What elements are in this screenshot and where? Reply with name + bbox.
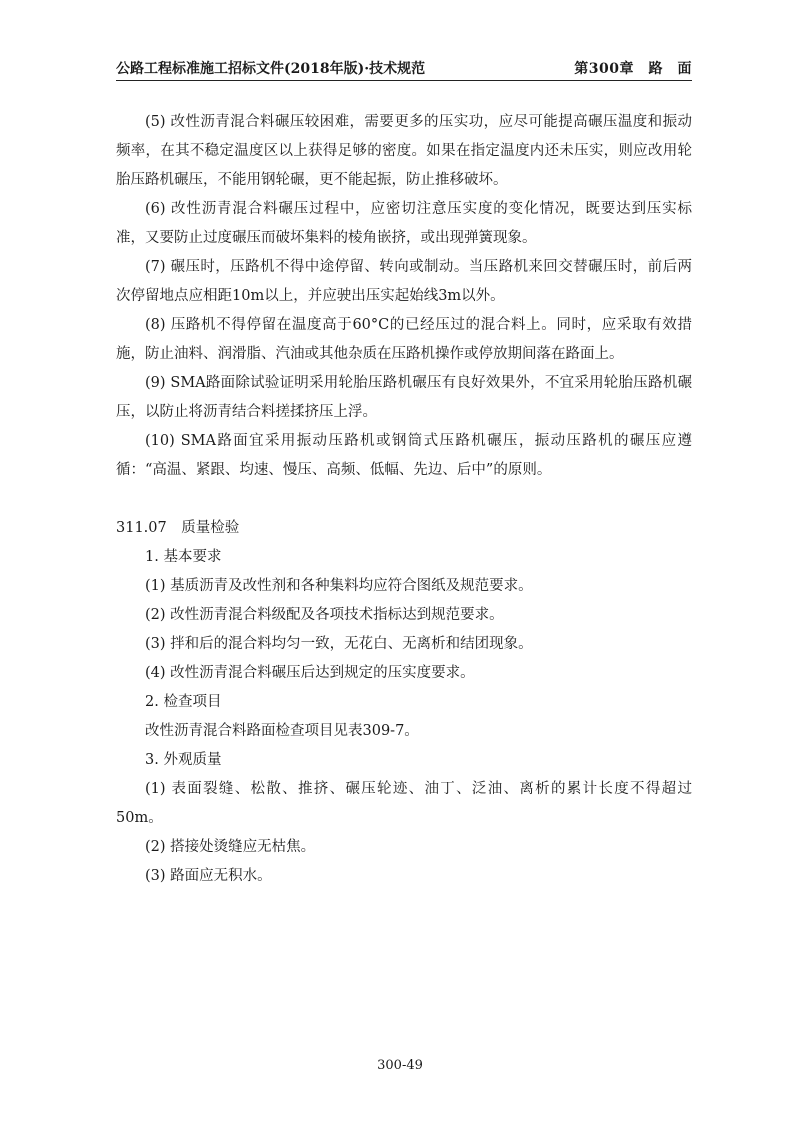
header-document-title: 公路工程标准施工招标文件(2018年版)·技术规范 [116, 61, 426, 77]
inspection-reference: 改性沥青混合料路面检查项目见表309-7。 [145, 723, 419, 739]
requirement-item-2: (2) 改性沥青混合料级配及各项技术指标达到规范要求。 [145, 607, 504, 623]
paragraph-item-7: (7) 碾压时，压路机不得中途停留、转向或制动。当压路机来回交替碾压时，前后两次停留地点应相距10m以上，并应驶出压实起始线3m以外。 [116, 259, 692, 304]
subheading-appearance-quality: 3. 外观质量 [145, 752, 222, 768]
requirement-item-1: (1) 基质沥青及改性剂和各种集料均应符合图纸及规范要求。 [145, 578, 533, 594]
page-body [116, 108, 692, 891]
paragraph-item-9: (9) SMA路面除试验证明采用轮胎压路机碾压有良好效果外，不宜采用轮胎压路机碾压，以防止将沥青结合料搓揉挤压上浮。 [116, 375, 692, 420]
subheading-basic-requirements: 1. 基本要求 [145, 549, 222, 565]
header-chapter-title: 第300章 路 面 [574, 61, 692, 77]
paragraph-item-8: (8) 压路机不得停留在温度高于60°C的已经压过的混合料上。同时，应采取有效措施，防止油料、润滑脂、汽油或其他杂质在压路机操作或停放期间落在路面上。 [116, 317, 692, 362]
running-header [116, 56, 692, 80]
appearance-item-2: (2) 搭接处烫缝应无枯焦。 [145, 839, 316, 855]
section-heading: 311.07 质量检验 [116, 520, 240, 536]
appearance-item-3: (3) 路面应无积水。 [145, 868, 272, 884]
requirement-item-4: (4) 改性沥青混合料碾压后达到规定的压实度要求。 [145, 665, 475, 681]
paragraph-item-5: (5) 改性沥青混合料碾压较困难，需要更多的压实功，应尽可能提高碾压温度和振动频率，在其不稳定温度区以上获得足够的密度。如果在指定温度内还未压实，则应改用轮胎压路机碾压，不能用钢轮碾，更不能起振，防止推移破坏。 [116, 114, 692, 188]
paragraph-item-10: (10) SMA路面宜采用振动压路机或钢筒式压路机碾压，振动压路机的碾压应遵循：“高温、紧跟、均速、慢压、高频、低幅、先边、后中”的原则。 [116, 433, 692, 478]
subheading-inspection-items: 2. 检查项目 [145, 694, 222, 710]
appearance-item-1: (1) 表面裂缝、松散、推挤、碾压轮迹、油丁、泛油、离析的累计长度不得超过 50m。 [116, 781, 692, 826]
paragraph-item-6: (6) 改性沥青混合料碾压过程中，应密切注意压实度的变化情况，既要达到压实标准，又要防止过度碾压而破坏集料的棱角嵌挤，或出现弹簧现象。 [116, 201, 692, 246]
page-number: 300-49 [377, 1058, 423, 1073]
requirement-item-3: (3) 拌和后的混合料均匀一致，无花白、无离析和结团现象。 [145, 636, 533, 652]
header-divider [116, 80, 692, 81]
